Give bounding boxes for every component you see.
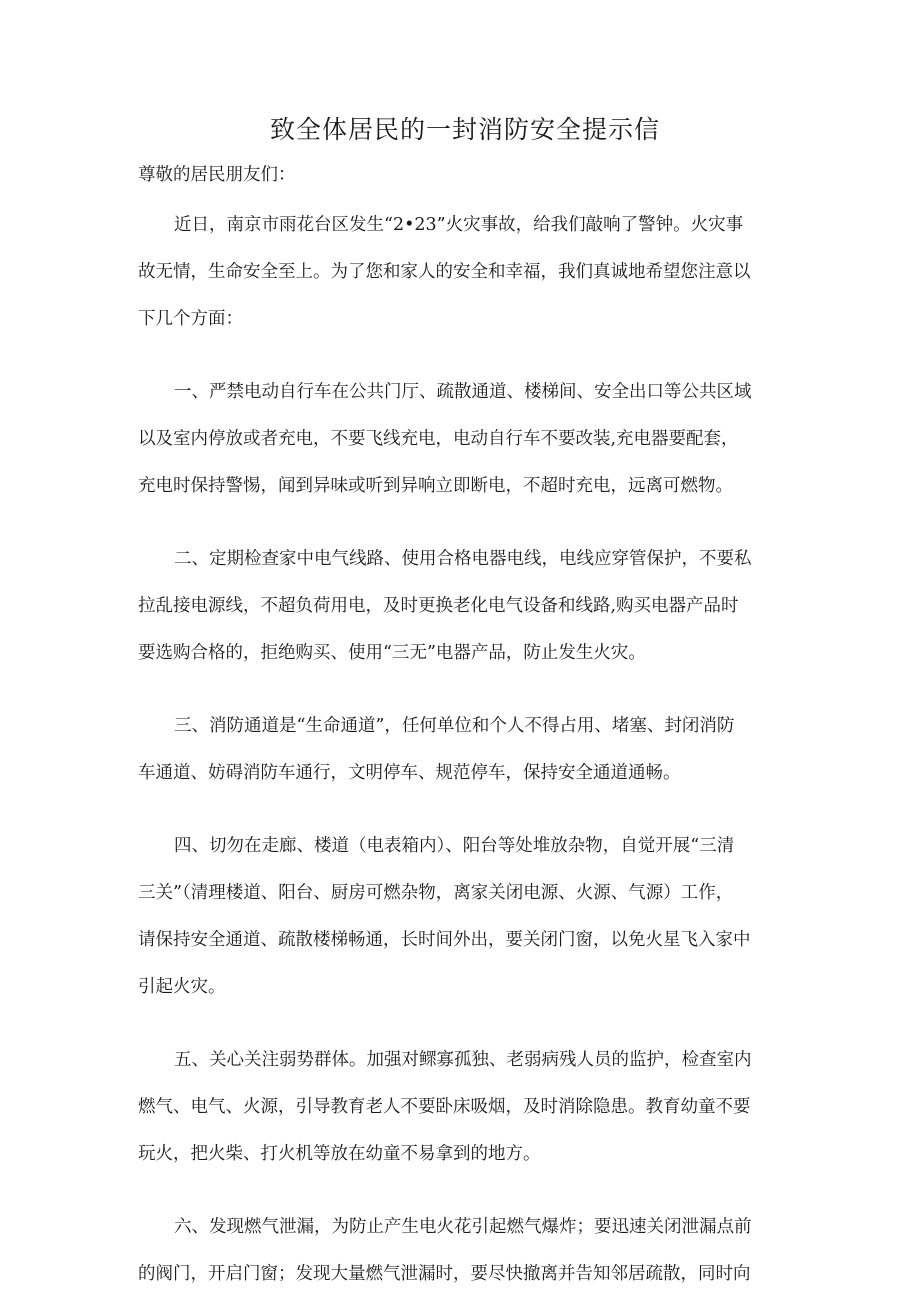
paragraph-line: 故无情，生命安全至上。为了您和家人的安全和幸福，我们真诚地希望您注意以 (138, 262, 751, 282)
paragraph-line: 充电时保持警惕，闻到异味或听到异响立即断电，不超时充电，远离可燃物。 (138, 476, 733, 496)
paragraph-line: 燃气、电气、火源，引导教育老人不要卧床吸烟，及时消除隐患。教育幼童不要 (138, 1097, 751, 1117)
salutation: 尊敬的居民朋友们： (138, 165, 296, 185)
paragraph-intro (138, 202, 792, 343)
letter-title: 致全体居民的一封消防安全提示信 (269, 115, 660, 144)
paragraph-line: 二、定期检查家中电气线路、使用合格电器电线，电线应穿管保护，不要私 (174, 549, 752, 569)
paragraph-line: 的阀门，开启门窗；发现大量燃气泄漏时，要尽快撤离并告知邻居疏散，同时向 (138, 1264, 751, 1284)
paragraph-line: 六、发现燃气泄漏，为防止产生电火花引起燃气爆炸；要迅速关闭泄漏点前 (174, 1217, 752, 1237)
paragraph-line: 三、消防通道是“生命通道”，任何单位和个人不得占用、堵塞、封闭消防 (174, 716, 735, 736)
paragraph-item-2 (138, 536, 792, 677)
paragraph-line: 四、切勿在走廊、楼道（电表箱内）、阳台等处堆放杂物，自觉开展“三清 (174, 836, 735, 856)
paragraph-line: 以及室内停放或者充电，不要飞线充电，电动自行车不要改装,充电器要配套， (138, 429, 739, 449)
paragraph-line: 拉乱接电源线，不超负荷用电，及时更换老化电气设备和线路,购买电器产品时 (138, 596, 739, 616)
paragraph-line: 五、关心关注弱势群体。加强对鳏寡孤独、老弱病残人员的监护，检查室内 (174, 1050, 752, 1070)
paragraph-line: 下几个方面： (138, 309, 243, 329)
paragraph-line: 一、严禁电动自行车在公共门厅、疏散通道、楼梯间、安全出口等公共区域 (174, 382, 752, 402)
paragraph-line: 近日，南京市雨花台区发生“2•23”火灾事故，给我们敲响了警钟。火灾事 (174, 215, 744, 235)
paragraph-line: 车通道、妨碍消防车通行，文明停车、规范停车，保持安全通道通畅。 (138, 763, 681, 783)
paragraph-line: 要选购合格的，拒绝购买、使用“三无”电器产品，防止发生火灾。 (138, 643, 646, 663)
paragraph-item-3 (138, 703, 792, 797)
paragraph-item-4 (138, 823, 792, 1011)
paragraph-item-5 (138, 1037, 792, 1178)
paragraph-line: 三关”（清理楼道、阳台、厨房可燃杂物，离家关闭电源、火源、气源）工作， (138, 883, 734, 903)
paragraph-item-6 (138, 1204, 792, 1298)
paragraph-item-1 (138, 369, 792, 510)
paragraph-line: 玩火，把火柴、打火机等放在幼童不易拿到的地方。 (138, 1144, 541, 1164)
paragraph-line: 请保持安全通道、疏散楼梯畅通，长时间外出，要关闭门窗，以免火星飞入家中 (138, 930, 751, 950)
paragraph-line: 引起火灾。 (138, 977, 226, 997)
